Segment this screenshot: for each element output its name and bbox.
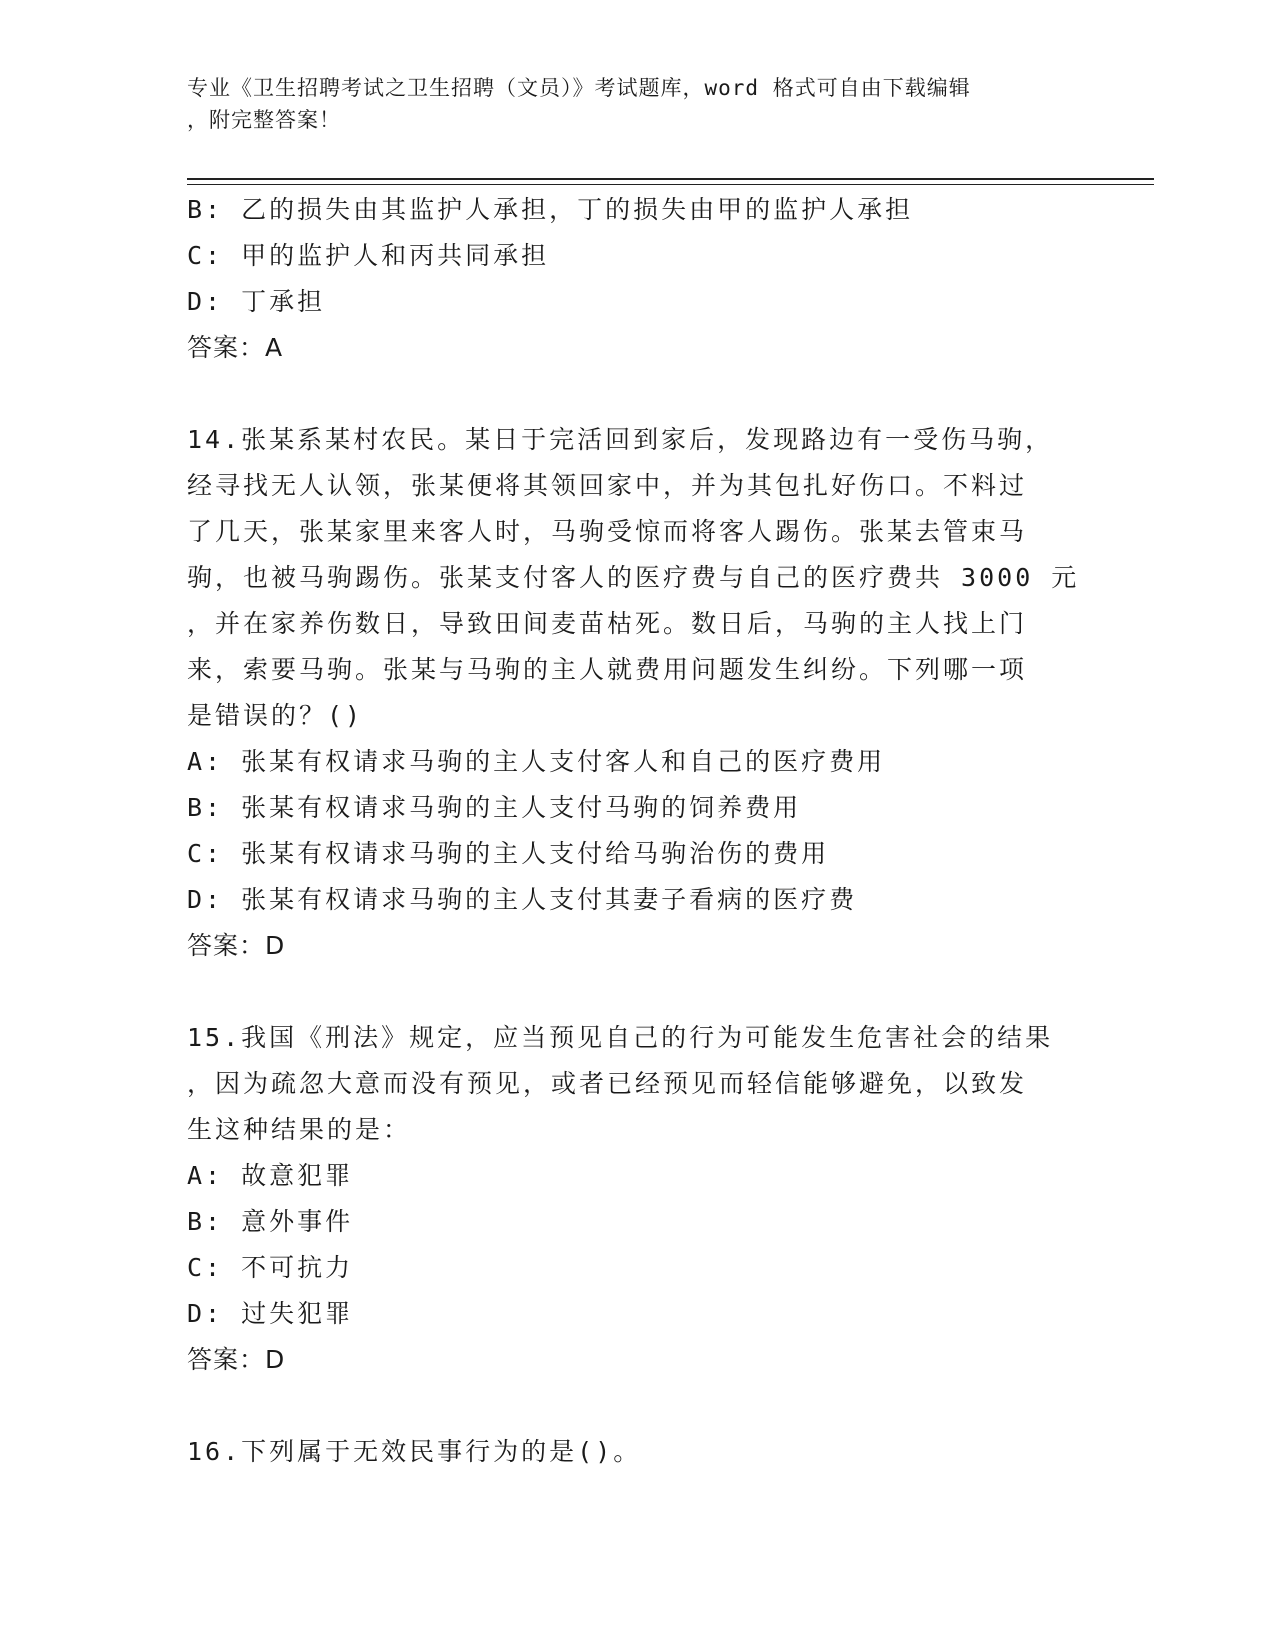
- spacer: [187, 1383, 1087, 1429]
- q14-stem-line: 14.张某系某村农民。某日于完活回到家后，发现路边有一受伤马驹，: [187, 425, 1054, 454]
- q14-answer: 答案：D: [187, 931, 286, 960]
- header-line-2: ，附完整答案！: [187, 108, 341, 132]
- q14-option-a: A: 张某有权请求马驹的主人支付客人和自己的医疗费用: [187, 747, 886, 776]
- q15-stem-line: 15.我国《刑法》规定，应当预见自己的行为可能发生危害社会的结果: [187, 1023, 1054, 1052]
- q14-stem-line: 经寻找无人认领，张某便将其领回家中，并为其包扎好伤口。不料过: [187, 471, 1028, 500]
- q14-option-b: B: 张某有权请求马驹的主人支付马驹的饲养费用: [187, 793, 802, 822]
- q13-option-c: C: 甲的监护人和丙共同承担: [187, 241, 550, 270]
- q14-stem-line: 来，索要马驹。张某与马驹的主人就费用问题发生纠纷。下列哪一项: [187, 655, 1028, 684]
- header-divider-thick: [187, 178, 1154, 180]
- document-header: [187, 72, 1087, 136]
- q14-stem-line: 是错误的？(): [187, 701, 364, 730]
- q15-option-b: B: 意外事件: [187, 1207, 354, 1236]
- q15-stem-line: ，因为疏忽大意而没有预见，或者已经预见而轻信能够避免，以致发: [187, 1069, 1028, 1098]
- document-body: [187, 187, 1087, 1475]
- question-15: [187, 1015, 1087, 1383]
- question-14: [187, 417, 1087, 969]
- q15-answer: 答案：D: [187, 1345, 286, 1374]
- spacer: [187, 969, 1087, 1015]
- q15-option-c: C: 不可抗力: [187, 1253, 354, 1282]
- question-13-continued: [187, 187, 1087, 371]
- q14-option-d: D: 张某有权请求马驹的主人支付其妻子看病的医疗费: [187, 885, 858, 914]
- q14-stem-line: ，并在家养伤数日，导致田间麦苗枯死。数日后，马驹的主人找上门: [187, 609, 1028, 638]
- header-divider-thin: [187, 184, 1154, 185]
- header-line-1: 专业《卫生招聘考试之卫生招聘（文员）》考试题库，word 格式可自由下载编辑: [187, 76, 971, 100]
- q14-stem-line: 驹，也被马驹踢伤。张某支付客人的医疗费与自己的医疗费共 3000 元: [187, 563, 1080, 592]
- q13-option-d: D: 丁承担: [187, 287, 326, 316]
- q14-option-c: C: 张某有权请求马驹的主人支付给马驹治伤的费用: [187, 839, 830, 868]
- q13-answer: 答案：A: [187, 333, 284, 362]
- q15-option-d: D: 过失犯罪: [187, 1299, 354, 1328]
- q14-stem-line: 了几天，张某家里来客人时，马驹受惊而将客人踢伤。张某去管束马: [187, 517, 1028, 546]
- q15-option-a: A: 故意犯罪: [187, 1161, 354, 1190]
- q15-stem-line: 生这种结果的是：: [187, 1115, 412, 1144]
- q13-option-b: B: 乙的损失由其监护人承担，丁的损失由甲的监护人承担: [187, 195, 914, 224]
- spacer: [187, 371, 1087, 417]
- q16-stem: 16.下列属于无效民事行为的是()。: [187, 1437, 642, 1466]
- question-16: [187, 1429, 1087, 1475]
